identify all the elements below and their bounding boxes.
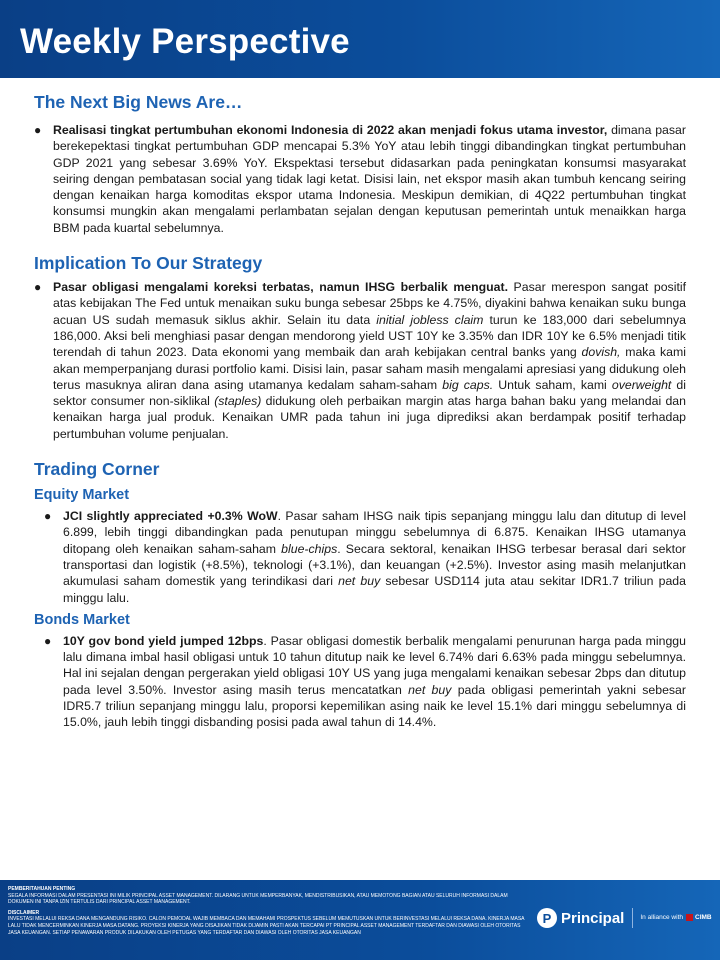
bullet-text: dimana pasar berekepektasi tingkat pertumbuhan GDP mencapai 5.3% YoY atau lebih tinggi dibandingkan tingkat pertumbuhan GDP 2021 yang sebesar 3.69% YoY. Ekspektasi tersebut didasarkan pada peningkatan konsumsi masyarakat seiring dengan pembatasan social yang tidak lagi ketat. Disisi lain, net ekspor masih akan tumbuh kencang seiring dengan kenaikan harga komoditas ekspor utama Indonesia. Meskipun demikian, di 4Q22 pertumbuhan tingkat konsumsi mungkin akan mengalami perlambatan sejalan dengan keputusan pemerintah untuk menaikkan harga BBM pada kuartal sebelumnya. <box>53 123 686 235</box>
bullet-italic: net buy <box>408 682 452 697</box>
principal-logo <box>537 905 712 931</box>
page-title: Weekly Perspective <box>20 22 350 61</box>
alliance-label: In alliance with <box>640 914 683 922</box>
section-title-next-big-news: The Next Big News Are… <box>34 92 243 112</box>
subsection-title-bonds: Bonds Market <box>34 611 130 628</box>
bullet-text: Untuk saham, kami <box>493 377 612 392</box>
notice-text: SEGALA INFORMASI DALAM PRESENTASI INI MILIK PRINCIPAL ASSET MANAGEMENT. DILARANG UNTUK MEMPERBANYAK, MENDISTRIBUSIKAN, ATAU MEMOTONG BAGIAN ATAU SELURUH INFORMASI DALAM DOKUMEN INI TANPA IZIN TERTULIS DARI PRINCIPAL ASSET MANAGEMENT. <box>8 892 508 906</box>
bullet-italic: overweight <box>611 377 672 392</box>
bullet-text: . Secara sektoral, kenaikan IHSG terbesar berasal dari sektor transportasi dan logistik (+8.5%), teknologi (+3.1%), dan keuangan (+2.5%). Investor asing masih melanjutkan akumulasi saham domestik yang terindikasi dari <box>63 541 687 589</box>
logo-name: Principal <box>561 909 625 927</box>
subsection-title-equity: Equity Market <box>34 487 130 504</box>
bullet-equity-market <box>44 508 686 606</box>
bullet-lead: Pasar obligasi mengalami koreksi terbatas, namun IHSG berbalik menguat. <box>53 280 509 295</box>
section-title-trading-corner: Trading Corner <box>34 459 160 480</box>
notice-title: PEMBERITAHUAN PENTING <box>8 886 76 892</box>
partner-name: CIMB <box>695 914 712 922</box>
bullet-text: di sektor consumer non-siklikal <box>53 377 686 409</box>
bullet-text: maka kami akan memperpanjang durasi portfolio kami. Disisi lain, pasar saham masih mengalami apresiasi yang didukung oleh terus masuknya aliran dana asing utamanya kedalam saham-saham <box>53 345 686 392</box>
bullet-text: turun ke 183,000 dari sebelumnya 186,000. Aksi beli menghiasi pasar dengan mendorong yield UST 10Y ke 3.35% dan IDR 10Y ke 6.5% menjadi titik terendah di tahun 2023. Data ekonomi yang membaik dan arah kebijakan central banks yang <box>53 312 687 360</box>
bullet-italic: dovish, <box>581 345 621 360</box>
bullet-text: . Pasar saham IHSG naik tipis sepanjang minggu lalu dan ditutup di level 6.899, lebih tinggi dibandingkan pada penutupan minggu sebelumnya di 6.875. Kenaikan IHSG utamanya ditopang oleh kenaikan saham-saham <box>63 509 686 556</box>
bullet-icon: ● <box>44 633 52 648</box>
disclaimer-text: INVESTASI MELALUI REKSA DANA MENGANDUNG RISIKO. CALON PEMODAL WAJIB MEMBACA DAN MEMAHAMI PROSPEKTUS SEBELUM MEMUTUSKAN UNTUK BERINVESTASI MELALUI REKSA DANA. KINERJA MASA LALU TIDAK MENCERMINKAN KINERJA MASA DATANG. PROYEKSI KINERJA YANG DISAJIKAN TIDAK DIJAMIN PASTI AKAN TERCAPAI PT PRINCIPAL ASSET MANAGEMENT TERDAFTAR DAN DIAWASI OLEH OTORITAS JASA KEUANGAN. SETIAP PENAWARAN PRODUK DILAKUKAN OLEH PETUGAS YANG TERDAFTAR DAN DIAWASI OLEH OTORITAS JASA KEUANGAN <box>8 916 525 936</box>
bullet-bonds-market <box>44 633 686 731</box>
bullet-text: . Pasar obligasi domestik berbalik mengalami penurunan harga pada minggu lalu dimana imbal hasil obligasi untuk 10 tahun ditutup naik ke level 6.74% dari 6.63% pada minggu sebelumnya. Hal ini sejalan dengan pergerakan yield obligasi 10Y US yang juga mengalami kenaikan sebesar 2bps dan ditutup pada level 3.50%. Investor asing masih terus mencatatkan <box>63 633 686 697</box>
bullet-italic: (staples) <box>214 394 262 409</box>
bullet-implication <box>34 279 686 442</box>
bullet-icon: ● <box>34 280 42 295</box>
cimb-icon <box>686 914 693 921</box>
bullet-italic: blue-chips <box>281 541 338 556</box>
alliance-text <box>640 914 711 921</box>
bullet-lead: Realisasi tingkat pertumbuhan ekonomi Indonesia di 2022 akan menjadi fokus utama investor, <box>53 123 608 137</box>
footer-legal-text <box>8 886 528 936</box>
bullet-lead: 10Y gov bond yield jumped 12bps <box>63 633 264 648</box>
bullet-icon: ● <box>34 123 42 137</box>
bullet-text: pada obligasi pemerintah yakni sebesar IDR5.7 triliun sepanjang minggu lalu, proporsi kepemilikan asing naik ke level 15.1% dari minggu sebelumnya di 15.0%, jauh lebih tinggi disbanding posisi pada awal tahun di 14.4%. <box>63 682 686 730</box>
bullet-text: Pasar merespon sangat positif atas kebijakan The Fed untuk menaikan suku bunga sebesar 25bps ke 4.75%, diyakini bahwa kenaikan suku bunga acuan US sudah memasuk siklus akhir. Selain itu data <box>53 280 687 327</box>
bullet-italic: initial jobless claim <box>376 312 484 327</box>
bullet-text: didukung oleh perbaikan margin atas harga bahan baku yang melandai dan kenaikan harga jual produk. Kenaikan UMR pada tahun ini juga diprediksi akan berdampak positif terhadap pertumbuhan volume penjualan. <box>53 394 686 441</box>
bullet-italic: net buy <box>338 574 381 589</box>
principal-mark-icon: P <box>537 908 557 928</box>
main-content <box>34 78 686 731</box>
section-title-implication: Implication To Our Strategy <box>34 253 263 274</box>
disclaimer-title: DISCLAIMER <box>8 909 40 916</box>
header-banner <box>0 0 720 78</box>
bullet-lead: JCI slightly appreciated +0.3% WoW <box>63 509 278 524</box>
bullet-icon: ● <box>44 509 52 524</box>
bullet-text: sebesar USD114 juta atau sekitar IDR1.7 triliun pada minggu lalu. <box>63 574 686 605</box>
bullet-italic: big caps. <box>442 377 494 392</box>
bullet-next-big-news <box>34 122 686 236</box>
logo-divider <box>632 908 633 928</box>
